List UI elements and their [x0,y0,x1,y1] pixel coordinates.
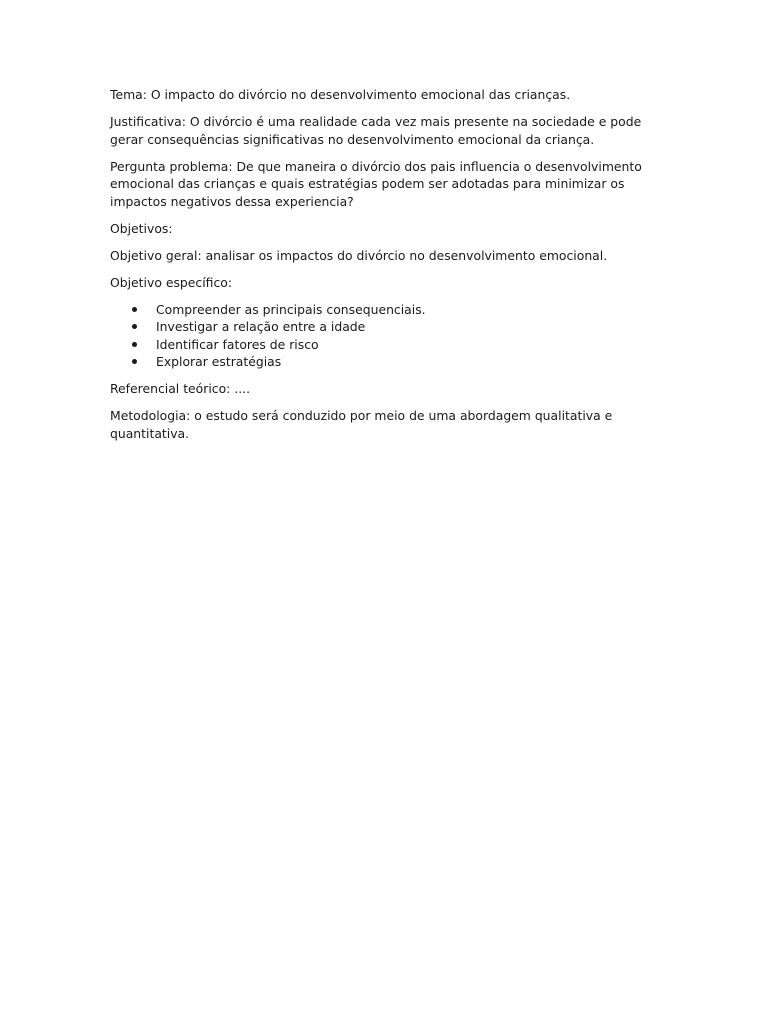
objetivos-especificos-list [110,301,670,371]
list-item-text: Investigar a relação entre a idade [156,319,366,335]
bullet-icon [132,359,137,364]
tema-paragraph: Tema: O impacto do divórcio no desenvolvimento emocional das crianças. [110,87,571,102]
objetivo-especifico-heading: Objetivo específico: [110,274,233,290]
list-item [110,336,670,354]
list-item-text: Compreender as principais consequenciais. [156,301,426,317]
objetivos-heading: Objetivos: [110,220,173,236]
document-body [110,86,670,452]
referencial-paragraph: Referencial teórico: .... [110,381,251,397]
bullet-icon [132,324,137,329]
list-item-text: Identificar fatores de risco [156,336,319,352]
bullet-icon [132,307,137,312]
list-item-text: Explorar estratégias [156,354,282,370]
list-item [110,353,670,371]
justificativa-paragraph: Justificativa: O divórcio é uma realidade cada vez mais presente na sociedade e pode gerar consequências significativas no desenvolvimento emocional da criança. [110,113,642,147]
list-item [110,318,670,336]
objetivo-geral-paragraph: Objetivo geral: analisar os impactos do divórcio no desenvolvimento emocional. [110,247,608,263]
metodologia-paragraph: Metodologia: o estudo será conduzido por meio de uma abordagem qualitativa e quantitativa. [110,408,613,442]
bullet-icon [132,342,137,347]
pergunta-problema-paragraph: Pergunta problema: De que maneira o divórcio dos pais influencia o desenvolvimento emocional das crianças e quais estratégias podem ser adotadas para minimizar os impactos negativos dessa experiencia? [110,158,642,209]
list-item [110,301,670,319]
